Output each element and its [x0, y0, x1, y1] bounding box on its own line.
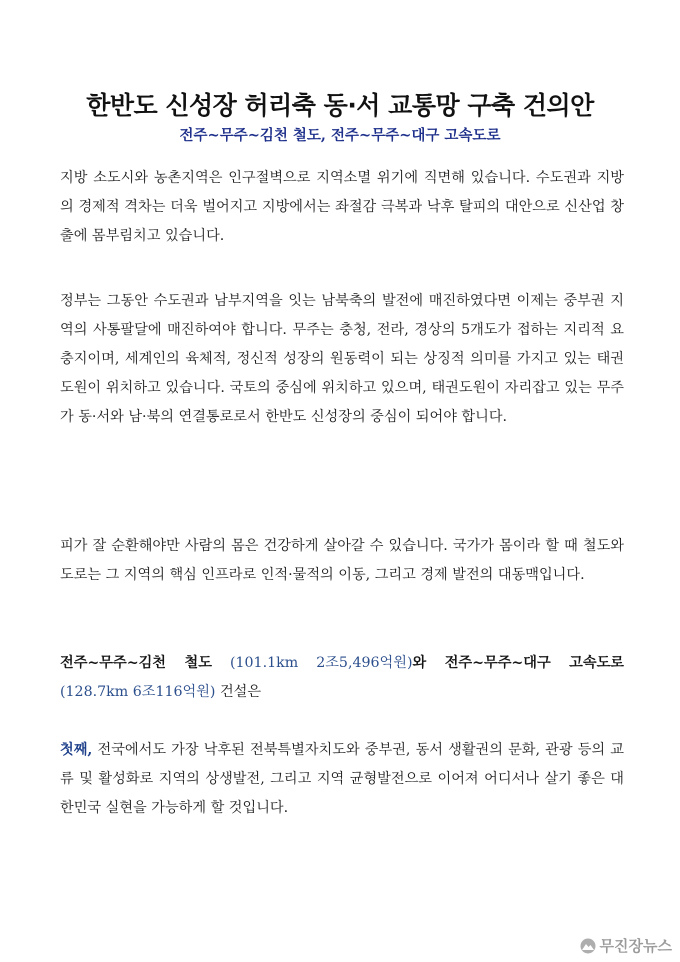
road-project-name: 전주~무주~대구 고속도로	[444, 655, 624, 671]
document-subtitle: 전주~무주~김천 철도, 전주~무주~대구 고속도로	[179, 127, 501, 144]
rail-project-name: 전주~무주~김천 철도	[60, 655, 212, 671]
first-label: 첫째,	[60, 742, 93, 758]
news-watermark	[580, 935, 672, 956]
paragraph-muju-hub: 정부는 그동안 수도권과 남부지역을 잇는 남북축의 발전에 매진하였다면 이제는 중부권 지역의 사통팔달에 매진하여야 합니다. 무주는 충청, 전라, 경상의 5개도가 접하는 지리적 요충지이며, 세계인의 육체적, 정신적 성장의 원동력이 되는 상징적 의미를 가지고 있는 태권도원이 위치하고 있습니다. 국토의 중심에 위치하고 있으며, 태권도원이 자리잡고 있는 무주가 동·서와 남·북의 연결통로로서 한반도 신성장의 중심이 되어야 합니다.	[60, 293, 624, 425]
paragraph-first-effect	[60, 736, 624, 823]
projects-suffix: 건설은	[215, 684, 262, 700]
first-effect-text: 전국에서도 가장 낙후된 전북특별자치도와 중부권, 동서 생활권의 문화, 관광 등의 교류 및 활성화로 지역의 상생발전, 그리고 지역 균형발전으로 이어져 어디서나 살기 좋은 대한민국 실현을 가능하게 할 것입니다.	[60, 742, 624, 816]
rail-project-detail: (101.1km 2조5,496억원)	[211, 655, 413, 671]
document-title: 한반도 신성장 허리축 동·서 교통망 구축 건의안	[86, 91, 594, 120]
paragraph-population: 지방 소도시와 농촌지역은 인구절벽으로 지역소멸 위기에 직면해 있습니다. 수도권과 지방의 경제적 격차는 더욱 벌어지고 지방에서는 좌절감 극복과 낙후 탈피의 대안으로 신산업 창출에 몸부림치고 있습니다.	[60, 170, 624, 244]
paragraph-projects	[60, 649, 624, 707]
watermark-text: 무진장뉴스	[599, 937, 672, 955]
paragraph-infrastructure: 피가 잘 순환해야만 사람의 몸은 건강하게 살아갈 수 있습니다. 국가가 몸이라 할 때 철도와 도로는 그 지역의 핵심 인프라로 인적·물적의 이동, 그리고 경제 발전의 대동맥입니다.	[60, 538, 624, 583]
projects-connector: 와	[412, 655, 445, 671]
road-project-detail: (128.7km 6조116억원)	[60, 684, 216, 700]
mountain-logo-icon	[580, 938, 596, 954]
